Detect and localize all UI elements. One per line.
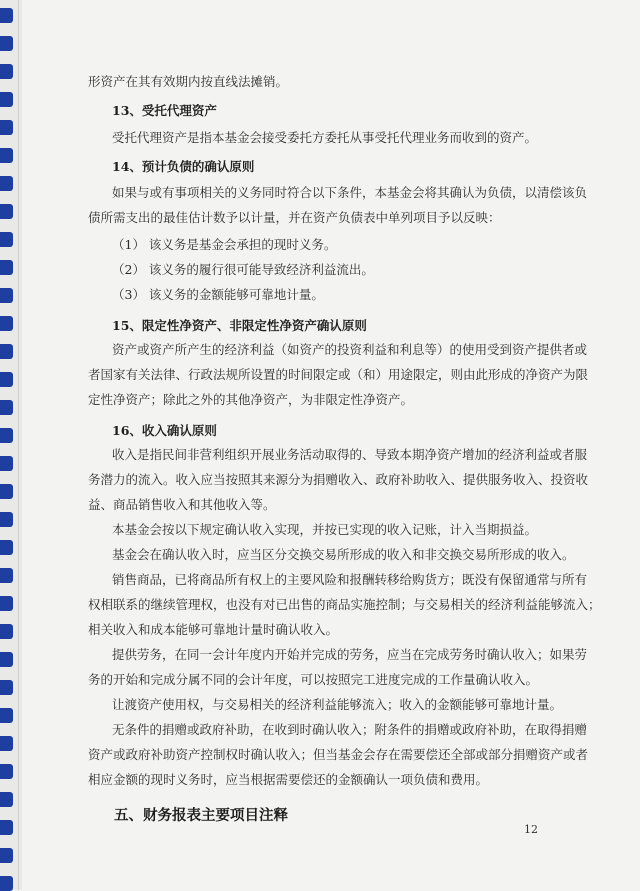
text-line: 让渡资产使用权，与交易相关的经济利益能够流入；收入的金额能够可靠地计量。 (112, 697, 563, 712)
text-line: 无条件的捐赠或政府补助，在收到时确认收入；附条件的捐赠或政府补助，在取得捐赠 (112, 722, 588, 737)
binding-ring (0, 820, 13, 835)
page-number: 12 (524, 823, 538, 836)
binding-ring (0, 8, 13, 23)
binding-ring (0, 540, 13, 555)
text-line: 提供劳务，在同一会计年度内开始并完成的劳务，应当在完成劳务时确认收入；如果劳 (112, 647, 588, 662)
heading-14: 14、预计负债的确认原则 (112, 159, 255, 174)
document-page (30, 0, 630, 890)
list-item: （2） 该义务的履行很可能导致经济利益流出。 (112, 262, 374, 277)
text-line: 资产或资产所产生的经济利益（如资产的投资利益和利息等）的使用受到资产提供者或 (112, 342, 588, 357)
text-line: 相应金额的现时义务时，应当根据需要偿还的金额确认一项负债和费用。 (88, 772, 489, 787)
binding-ring (0, 792, 13, 807)
text-line: 相关收入和成本能够可靠地计量时确认收入。 (88, 622, 339, 637)
binding-ring (0, 596, 13, 611)
list-item: （1） 该义务是基金会承担的现时义务。 (112, 237, 337, 252)
binding-ring (0, 484, 13, 499)
text-line: 销售商品，已将商品所有权上的主要风险和报酬转移给购货方；既没有保留通常与所有 (112, 572, 588, 587)
binding-ring (0, 64, 13, 79)
binding-ring (0, 512, 13, 527)
list-item: （3） 该义务的金额能够可靠地计量。 (112, 287, 324, 302)
binding-ring (0, 876, 13, 891)
text-line: 收入是指民间非营利组织开展业务活动取得的、导致本期净资产增加的经济利益或者服 (112, 447, 588, 462)
binding-ring (0, 372, 13, 387)
binding-ring (0, 428, 13, 443)
binding-ring (0, 764, 13, 779)
spine-fold (18, 0, 19, 890)
binding-ring (0, 568, 13, 583)
section-heading-5: 五、财务报表主要项目注释 (114, 807, 288, 824)
heading-15: 15、限定性净资产、非限定性净资产确认原则 (112, 318, 367, 333)
text-line: 基金会在确认收入时，应当区分交换交易所形成的收入和非交换交易所形成的收入。 (112, 547, 575, 562)
text-line: 者国家有关法律、行政法规所设置的时间限定或（和）用途限定，则由此形成的净资产为限 (88, 367, 589, 382)
text-line: 权相联系的继续管理权，也没有对已出售的商品实施控制；与交易相关的经济利益能够流入； (88, 597, 601, 612)
binding-ring (0, 680, 13, 695)
binding-ring (0, 148, 13, 163)
text-line: 定性净资产；除此之外的其他净资产，为非限定性净资产。 (88, 392, 414, 407)
binding-ring (0, 120, 13, 135)
binding-ring (0, 736, 13, 751)
binding-ring (0, 400, 13, 415)
text-line: 受托代理资产是指本基金会接受委托方委托从事受托代理业务而收到的资产。 (112, 130, 538, 145)
binding-ring (0, 344, 13, 359)
binding-ring (0, 848, 13, 863)
binding-ring (0, 204, 13, 219)
binding-ring (0, 92, 13, 107)
binding-ring (0, 176, 13, 191)
text-line: 益、商品销售收入和其他收入等。 (88, 497, 276, 512)
text-line: 债所需支出的最佳估计数予以计量，并在资产负债表中单列项目予以反映： (88, 210, 501, 225)
text-line: 如果与或有事项相关的义务同时符合以下条件，本基金会将其确认为负债，以清偿该负 (112, 185, 588, 200)
binding-ring (0, 652, 13, 667)
binding-ring (0, 316, 13, 331)
binding-ring (0, 708, 13, 723)
text-line: 务的开始和完成分属不同的会计年度，可以按照完工进度完成的工作量确认收入。 (88, 672, 539, 687)
heading-13: 13、受托代理资产 (112, 103, 217, 118)
binding-ring (0, 36, 13, 51)
text-line: 资产或政府补助资产控制权时确认收入；但当基金会存在需要偿还全部或部分捐赠资产或者 (88, 747, 589, 762)
binding-ring (0, 288, 13, 303)
heading-16: 16、收入确认原则 (112, 423, 217, 438)
text-line: 务潜力的流入。收入应当按照其来源分为捐赠收入、政府补助收入、提供服务收入、投资收 (88, 472, 589, 487)
text-line: 形资产在其有效期内按直线法摊销。 (88, 74, 289, 89)
binding-ring (0, 260, 13, 275)
binding-ring (0, 232, 13, 247)
binding-ring (0, 624, 13, 639)
binding-ring (0, 456, 13, 471)
text-line: 本基金会按以下规定确认收入实现，并按已实现的收入记账，计入当期损益。 (112, 522, 538, 537)
